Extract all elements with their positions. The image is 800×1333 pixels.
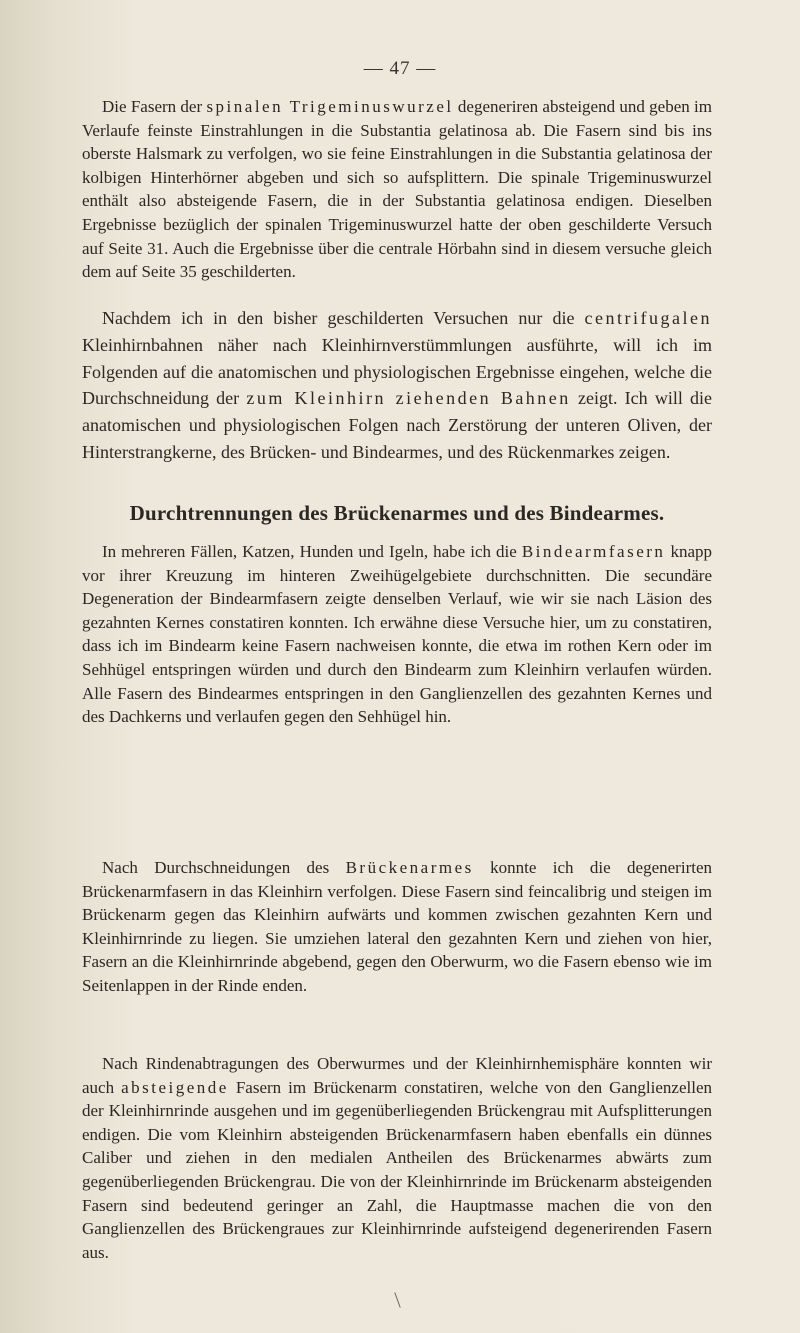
paragraph-text: konnte ich die degenerirten Brückenarmfasern in das Kleinhirn verfolgen. Diese Fasern sind feincalibrig und steigen im Brückenarm gegen das Kleinhirn aufwärts und kommen zwischen gezahnten Kern und Kleinhirnrinde zu liegen. Sie umziehen lateral den gezahnten Kern und ziehen von hier, Fasern an die Kleinhirnrinde abgebend, gegen den Oberwurm, wo die Fasern ebenso wie im Seitenlappen in der Rinde enden. xyxy=(82,858,712,995)
paragraph-text: Kleinhirnbahnen näher nach Kleinhirnverstümmlungen ausführte, will ich im Folgenden auf die anatomischen und physiologischen Ergebnisse eingehen, welche die Durchschneidung der xyxy=(82,334,712,409)
paragraph-text: Nach Rindenabtragungen des Oberwurmes und der Kleinhirnhemisphäre konnten wir auch xyxy=(82,1054,712,1097)
spaced-term: centrifugalen xyxy=(584,308,712,328)
section-heading: Durchtrennungen des Brückenarmes und des Bindearmes. xyxy=(129,501,665,525)
paragraph-text: Fasern im Brückenarm constatiren, welche von den Ganglienzellen der Kleinhirnrinde ausgehen und im gegenüberliegenden Brückengrau mit Aufsplitterungen endigen. Die vom Kleinhirn absteigenden Brückenarmfasern haben ebenfalls ein dünnes Caliber und ziehen in den medialen Antheilen des Brückenarmes abwärts zum gegenüberliegenden Brückengrau. Die von der Kleinhirnrinde im Brückenarm absteigenden Fasern sind bedeutend geringer an Zahl, die Hauptmasse machen die von den Ganglienzellen des Brückengraues zur Kleinhirnrinde aufsteigend degenerirenden Fasern aus. xyxy=(82,1077,713,1262)
paragraph-text: Nachdem ich in den bisher geschilderten Versuchen nur die xyxy=(102,308,585,328)
stray-pen-mark xyxy=(394,1292,400,1307)
paragraph-brueckenarm xyxy=(82,856,712,998)
spaced-term: spinalen Trigeminuswurzel xyxy=(206,97,454,116)
spaced-term: absteigende xyxy=(121,1077,229,1097)
paragraph-centrifugal xyxy=(82,305,712,466)
paragraph-bindearm xyxy=(82,540,712,729)
paragraph-text: Nach Durchschneidungen des xyxy=(102,858,346,877)
paragraph-text: In mehreren Fällen, Katzen, Hunden und Igeln, habe ich die xyxy=(102,542,522,561)
paragraph-text: Die Fasern der xyxy=(102,97,207,116)
page-number: — 47 — xyxy=(363,58,437,79)
paragraph-text: knapp vor ihrer Kreuzung im hinteren Zweihügelgebiete durchschnitten. Die secundäre Degeneration der Bindearmfasern zeigte denselben Verlauf, wie wir sie nach Läsion des gezahnten Kernes constatiren konnten. Ich erwähne diese Versuche hier, um zu constatiren, dass ich im Bindearm keine Fasern nachweisen konnte, die etwa im rothen Kern oder im Sehhügel entspringen würden und durch den Bindearm zum Kleinhirn verlaufen würden. Alle Fasern des Bindearmes entspringen in den Ganglienzellen des gezahnten Kernes und des Dachkerns und verlaufen gegen den Sehhügel hin. xyxy=(82,542,712,727)
spaced-term: zum Kleinhirn ziehenden Bahnen xyxy=(246,388,571,409)
paragraph-trigeminus xyxy=(82,95,712,284)
spaced-term: Bindearmfasern xyxy=(521,542,666,561)
paragraph-text: zeigt. Ich will die anatomischen und physiologischen Folgen nach Zerstörung der unteren Oliven, der Hinterstrangkerne, des Brücken- und Bindearmes, und des Rückenmarkes zeigen. xyxy=(82,388,713,462)
spaced-term: Brückenarmes xyxy=(345,858,474,877)
paragraph-text: degeneriren absteigend und geben im Verlaufe feinste Einstrahlungen in die Substantia gelatinosa ab. Die Fasern sind bis ins oberste Halsmark zu verfolgen, wo sie feine Einstrahlungen in die Substantia gelatinosa der kolbigen Hinterhörner abgeben und sich so aufsplittern. Die spinale Trigeminuswurzel enthält also absteigende Fasern, die in der Substantia gelatinosa endigen. Dieselben Ergebnisse bezüglich der spinalen Trigeminuswurzel hatte der oben geschilderte Versuch auf Seite 31. Auch die Ergebnisse über die centrale Hörbahn sind in diesem versuche gleich dem auf Seite 35 geschilderten. xyxy=(82,97,712,282)
paragraph-rindenabtragung xyxy=(82,1052,712,1264)
